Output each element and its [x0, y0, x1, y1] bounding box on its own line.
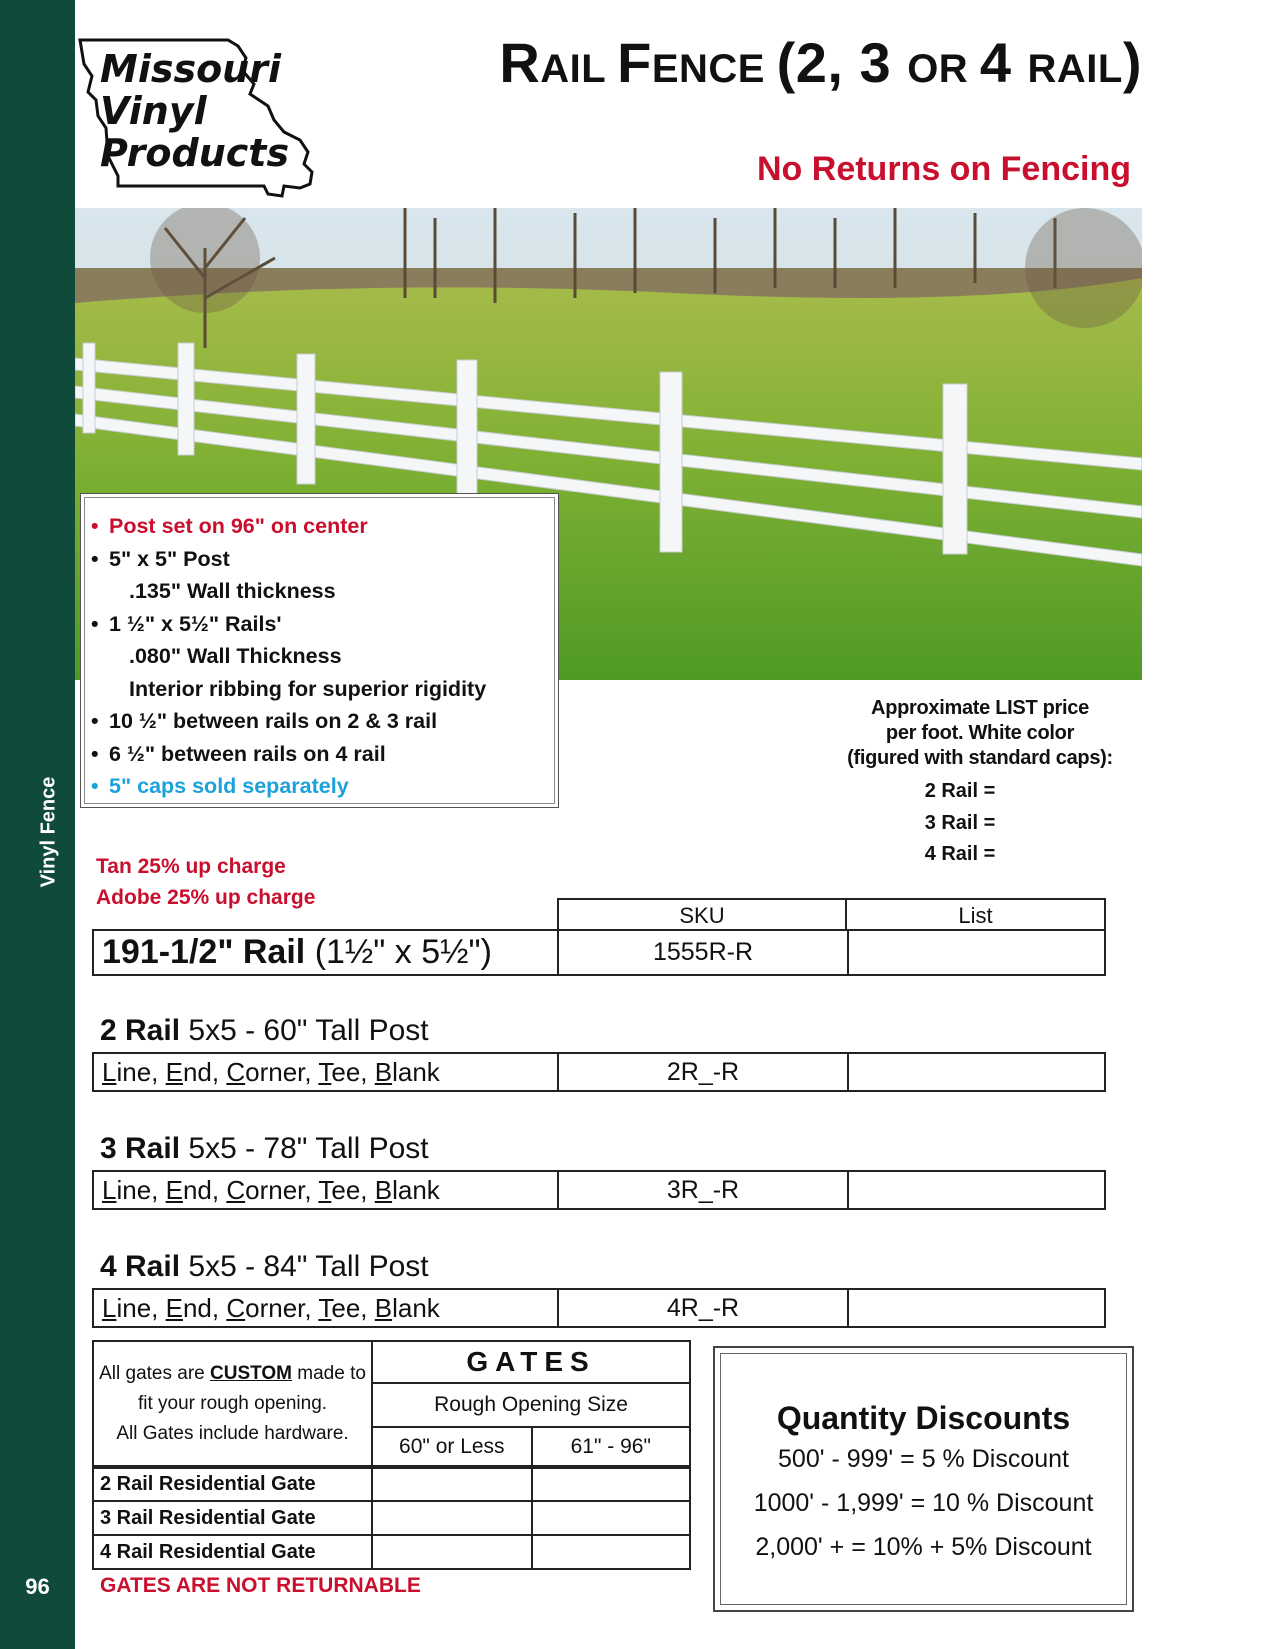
title-part: AIL [540, 47, 618, 91]
post-type-rest: ine, [116, 1175, 166, 1205]
discount-line: 1000' - 1,999' = 10 % Discount [753, 1489, 1094, 1517]
company-logo [78, 36, 338, 206]
gates-title: GATES [372, 1341, 690, 1383]
gate-row-label: 4 Rail Residential Gate [93, 1535, 372, 1569]
logo-line-3: Products [100, 131, 290, 175]
gate-price-cell [372, 1501, 531, 1535]
sidebar [0, 0, 75, 1649]
approx-line: Approximate LIST price [871, 697, 1089, 719]
logo-line-2: Vinyl [100, 89, 207, 133]
group-title-rest: 5x5 - 60" Tall Post [180, 1014, 429, 1047]
post-type-initial: C [226, 1057, 246, 1087]
list-column-header: List [845, 898, 1106, 931]
post-group-title [100, 1132, 429, 1166]
gates-note-text: All gates are [99, 1362, 211, 1384]
upcharge-line: Adobe 25% up charge [96, 885, 316, 909]
rough-opening-header: Rough Opening Size [372, 1383, 690, 1427]
post-type-initial: B [374, 1057, 393, 1087]
discount-line: 2,000' + = 10% + 5% Discount [755, 1533, 1092, 1561]
page-number: 96 [25, 1574, 50, 1599]
quantity-discounts-box [713, 1346, 1134, 1612]
upcharge-line: Tan 25% up charge [96, 855, 286, 878]
approx-line: per foot. White color [885, 722, 1075, 744]
post-type-rest: lank [392, 1175, 440, 1205]
post-type-initial: L [102, 1293, 117, 1323]
size-column-header: 61" - 96" [532, 1427, 690, 1467]
gates-note-text: made to fit your rough opening. [137, 1362, 366, 1414]
group-title-rest: 5x5 - 84" Tall Post [180, 1250, 429, 1283]
gate-price-cell [532, 1535, 690, 1569]
table-row [93, 1501, 690, 1535]
spec-item: .135" Wall thickness [129, 579, 336, 603]
spec-item: .080" Wall Thickness [129, 644, 342, 668]
rail-price-line: 2 Rail = [924, 780, 996, 802]
group-title-bold: 2 Rail [100, 1014, 181, 1047]
gates-table [92, 1340, 691, 1585]
rail-item-list-price [849, 931, 1104, 974]
sku-column-header: SKU [557, 898, 847, 931]
post-type-rest: ine, [116, 1293, 166, 1323]
spec-item: • 5" caps sold separately [91, 770, 558, 803]
post-type-rest: ine, [116, 1057, 166, 1087]
post-type-rest: orner, [245, 1175, 319, 1205]
gates-note-custom: CUSTOM [210, 1362, 292, 1384]
approx-price-note [820, 696, 1140, 771]
no-returns-notice: No Returns on Fencing [757, 150, 1131, 188]
post-type-initial: T [318, 1175, 332, 1205]
logo-wordmark [100, 48, 289, 174]
group-title-bold: 3 Rail [100, 1132, 181, 1165]
table-row [93, 1467, 690, 1501]
spec-item: • 5" x 5" Post [91, 543, 558, 576]
post-type-initial: E [165, 1293, 183, 1323]
post-list-price [849, 1054, 1104, 1090]
post-types [94, 1172, 559, 1208]
post-types [94, 1290, 559, 1326]
title-part: R [499, 31, 541, 94]
rail-item-dims: (1½" x 5½") [305, 933, 492, 971]
post-sku: 2R_-R [559, 1054, 849, 1090]
post-sku: 3R_-R [559, 1172, 849, 1208]
page-title [499, 30, 1142, 95]
discounts-title: Quantity Discounts [776, 1400, 1071, 1436]
title-part: F [617, 31, 652, 94]
post-group-title [100, 1250, 429, 1284]
approx-rail-prices [880, 776, 1080, 871]
post-type-initial: E [165, 1175, 183, 1205]
post-type-initial: E [165, 1057, 183, 1087]
spec-item: Interior ribbing for superior rigidity [129, 676, 487, 701]
gate-row-label: 2 Rail Residential Gate [93, 1467, 372, 1501]
gate-price-cell [532, 1501, 690, 1535]
spec-item: • 1 ½" x 5½" Rails' [91, 608, 558, 641]
post-type-rest: ee, [331, 1293, 375, 1323]
spec-item: • 6 ½" between rails on 4 rail [91, 738, 558, 771]
gate-price-cell [532, 1467, 690, 1501]
post-type-initial: C [226, 1293, 246, 1323]
spec-item: • Post set on 96" on center [91, 510, 558, 543]
group-title-bold: 4 Rail [100, 1250, 181, 1283]
post-sku: 4R_-R [559, 1290, 849, 1326]
discount-line: 500' - 999' = 5 % Discount [778, 1445, 1069, 1473]
post-types [94, 1054, 559, 1090]
post-type-rest: lank [392, 1057, 440, 1087]
gate-price-cell [372, 1467, 531, 1501]
table-row [92, 929, 1106, 976]
rail-item-bold: 191-1/2" Rail [102, 933, 306, 971]
post-type-initial: T [318, 1057, 332, 1087]
post-type-initial: B [374, 1175, 393, 1205]
table-row [93, 1535, 690, 1569]
post-list-price [849, 1290, 1104, 1326]
title-part: ENCE [651, 47, 777, 91]
gates-not-returnable: GATES ARE NOT RETURNABLE [100, 1574, 421, 1597]
spec-item: • 10 ½" between rails on 2 & 3 rail [91, 705, 558, 738]
table-row [92, 1052, 1106, 1092]
size-column-header: 60" or Less [372, 1427, 531, 1467]
title-part: ) [1122, 31, 1142, 94]
table-row [92, 1288, 1106, 1328]
post-group-title [100, 1014, 429, 1048]
title-part: (2, 3 [776, 31, 908, 94]
post-type-initial: C [226, 1175, 246, 1205]
post-type-initial: L [102, 1175, 117, 1205]
post-type-rest: orner, [245, 1293, 319, 1323]
gates-custom-note [93, 1341, 372, 1467]
post-type-rest: nd, [182, 1057, 227, 1087]
gate-price-cell [372, 1535, 531, 1569]
post-type-initial: B [374, 1293, 393, 1323]
rail-price-line: 4 Rail = [924, 843, 996, 865]
logo-line-1: Missouri [100, 47, 282, 91]
rail-price-line: 3 Rail = [924, 811, 996, 834]
post-type-rest: ee, [331, 1057, 375, 1087]
group-title-rest: 5x5 - 78" Tall Post [180, 1132, 429, 1165]
rail-item-sku: 1555R-R [559, 931, 849, 974]
title-part: OR [907, 47, 980, 91]
specifications-box [80, 493, 559, 808]
post-type-initial: L [102, 1057, 117, 1087]
post-type-initial: T [318, 1293, 332, 1323]
title-part: 4 [979, 31, 1028, 94]
post-type-rest: ee, [331, 1175, 375, 1205]
post-type-rest: nd, [182, 1293, 227, 1323]
rail-item-name [94, 931, 559, 974]
post-list-price [849, 1172, 1104, 1208]
post-type-rest: nd, [182, 1175, 227, 1205]
post-type-rest: lank [392, 1293, 440, 1323]
table-row [92, 1170, 1106, 1210]
gate-row-label: 3 Rail Residential Gate [93, 1501, 372, 1535]
sidebar-section-label: Vinyl Fence [37, 776, 60, 888]
post-type-rest: orner, [245, 1057, 319, 1087]
approx-line: (figured with standard caps): [847, 747, 1113, 769]
title-part: RAIL [1027, 47, 1123, 91]
color-upcharges [96, 852, 315, 913]
gates-note-text: All Gates include hardware. [116, 1422, 349, 1444]
